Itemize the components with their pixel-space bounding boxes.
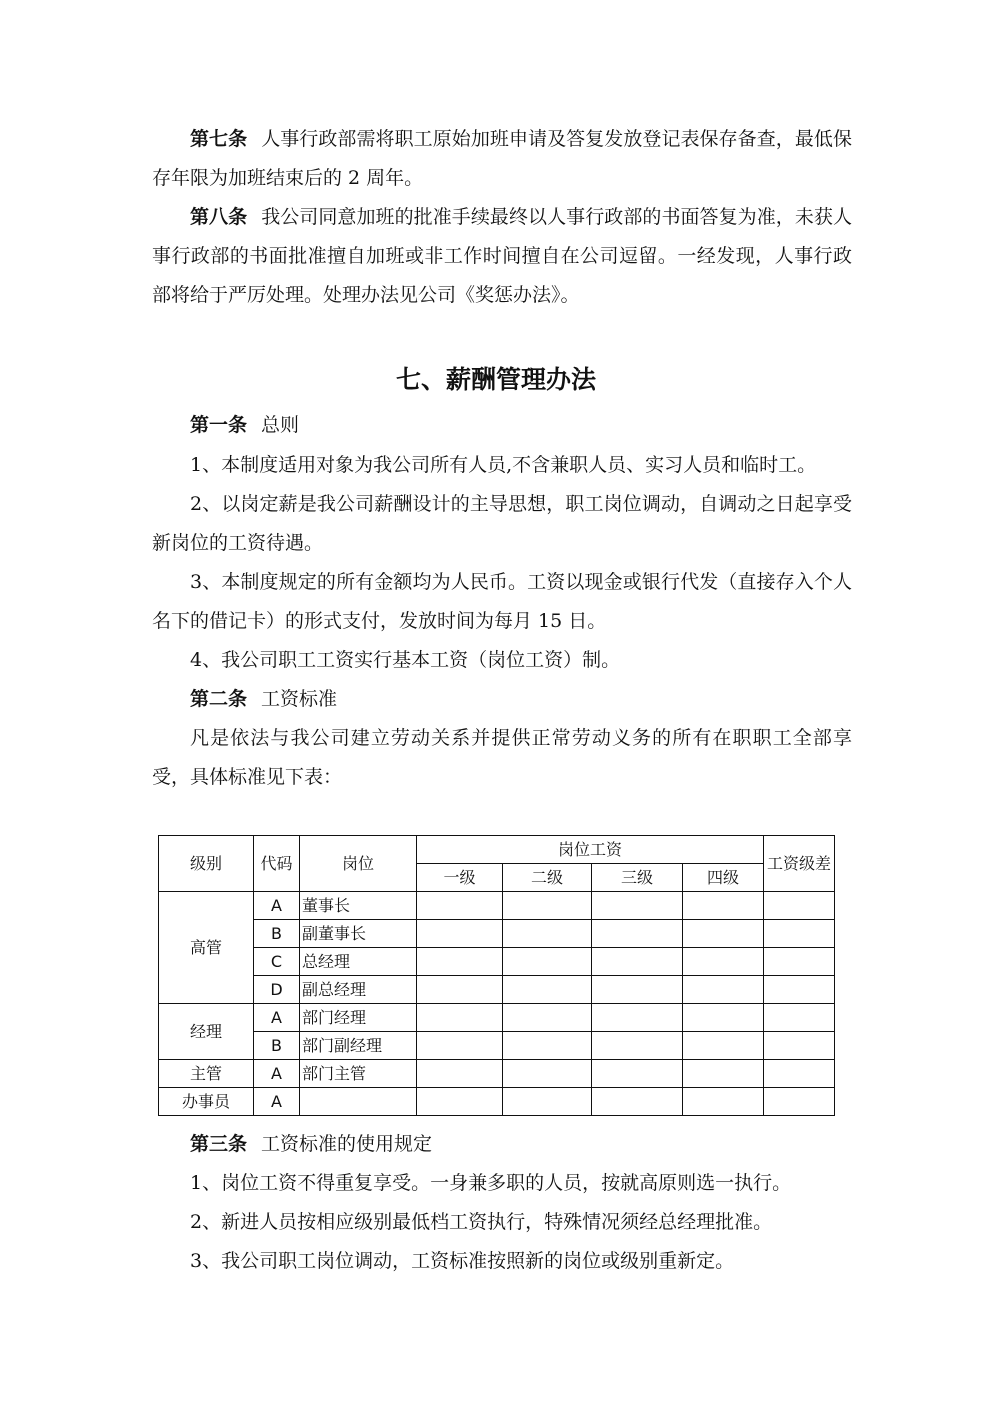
grade-salary-cell [683, 1060, 764, 1088]
s3-item-3: 3、我公司职工岗位调动，工资标准按照新的岗位或级别重新定。 [190, 1250, 735, 1272]
code-cell: B [254, 920, 300, 948]
table-row [159, 892, 835, 920]
s3-text: 工资标准的使用规定 [261, 1133, 433, 1155]
code-cell: A [254, 1004, 300, 1032]
level-cell: 办事员 [159, 1088, 254, 1116]
s1-label: 第一条 [190, 414, 248, 436]
grade-salary-cell [683, 948, 764, 976]
header-salary: 岗位工资 [417, 836, 764, 864]
position-cell: 董事长 [300, 892, 417, 920]
s1-item-1: 1、本制度适用对象为我公司所有人员,不含兼职人员、实习人员和临时工。 [190, 454, 817, 476]
position-cell [300, 1088, 417, 1116]
code-cell: D [254, 976, 300, 1004]
position-cell: 副董事长 [300, 920, 417, 948]
code-cell: A [254, 1060, 300, 1088]
s3-item-2: 2、新进人员按相应级别最低档工资执行，特殊情况须经总经理批准。 [190, 1211, 773, 1233]
grade-salary-cell [417, 948, 503, 976]
grade-salary-cell [592, 920, 683, 948]
article-7 [152, 120, 852, 198]
s1-heading [190, 406, 299, 445]
position-cell: 总经理 [300, 948, 417, 976]
position-cell: 部门副经理 [300, 1032, 417, 1060]
grade-salary-cell [592, 976, 683, 1004]
section-title: 七、薪酬管理办法 [395, 365, 596, 394]
grade-salary-cell [592, 1060, 683, 1088]
grade-salary-cell [592, 1004, 683, 1032]
header-code: 代码 [254, 836, 300, 892]
grade-salary-cell [683, 920, 764, 948]
article-7-text: 人事行政部需将职工原始加班申请及答复发放登记表保存备查，最低保存年限为加班结束后的 2 周年。 [152, 128, 852, 189]
grade-salary-cell [417, 1004, 503, 1032]
header-grade-1: 一级 [417, 864, 503, 892]
header-level: 级别 [159, 836, 254, 892]
s1-item-2: 2、以岗定薪是我公司薪酬设计的主导思想，职工岗位调动，自调动之日起享受新岗位的工资待遇。 [152, 493, 852, 554]
header-position: 岗位 [300, 836, 417, 892]
header-grade-4: 四级 [683, 864, 764, 892]
position-cell: 副总经理 [300, 976, 417, 1004]
table-row [159, 920, 835, 948]
grade-salary-cell [417, 920, 503, 948]
table-row [159, 1004, 835, 1032]
s2-heading [190, 680, 337, 719]
table-row [159, 1060, 835, 1088]
s2-label: 第二条 [190, 688, 248, 710]
grade-salary-cell [417, 1088, 503, 1116]
s3-heading [190, 1125, 432, 1164]
salary-diff-cell [764, 1088, 835, 1116]
s3-item-1: 1、岗位工资不得重复享受。一身兼多职的人员，按就高原则选一执行。 [190, 1172, 792, 1194]
grade-salary-cell [683, 1004, 764, 1032]
grade-salary-cell [683, 1032, 764, 1060]
salary-diff-cell [764, 892, 835, 920]
table-header-row [159, 836, 835, 864]
article-8-label: 第八条 [190, 206, 248, 228]
code-cell: A [254, 1088, 300, 1116]
table-row [159, 976, 835, 1004]
level-cell: 高管 [159, 892, 254, 1004]
grade-salary-cell [503, 1004, 592, 1032]
s1-item-3: 3、本制度规定的所有金额均为人民币。工资以现金或银行代发（直接存入个人名下的借记卡）的形式支付，发放时间为每月 15 日。 [152, 571, 852, 632]
article-7-label: 第七条 [190, 128, 248, 150]
grade-salary-cell [592, 892, 683, 920]
grade-salary-cell [417, 1032, 503, 1060]
level-cell: 主管 [159, 1060, 254, 1088]
grade-salary-cell [503, 920, 592, 948]
grade-salary-cell [592, 1088, 683, 1116]
grade-salary-cell [683, 976, 764, 1004]
salary-table [158, 835, 835, 1116]
header-grade-3: 三级 [592, 864, 683, 892]
header-grade-2: 二级 [503, 864, 592, 892]
grade-salary-cell [503, 892, 592, 920]
salary-diff-cell [764, 1004, 835, 1032]
salary-diff-cell [764, 948, 835, 976]
article-8-text: 我公司同意加班的批准手续最终以人事行政部的书面答复为准，未获人事行政部的书面批准擅自加班或非工作时间擅自在公司逗留。一经发现，人事行政部将给于严厉处理。处理办法见公司《奖惩办法》。 [152, 206, 852, 306]
grade-salary-cell [417, 892, 503, 920]
grade-salary-cell [417, 1060, 503, 1088]
table-row [159, 1032, 835, 1060]
grade-salary-cell [503, 1032, 592, 1060]
position-cell: 部门经理 [300, 1004, 417, 1032]
code-cell: C [254, 948, 300, 976]
salary-diff-cell [764, 920, 835, 948]
s1-text: 总则 [261, 414, 300, 436]
s1-item-4: 4、我公司职工工资实行基本工资（岗位工资）制。 [190, 649, 621, 671]
grade-salary-cell [592, 948, 683, 976]
grade-salary-cell [592, 1032, 683, 1060]
grade-salary-cell [683, 892, 764, 920]
s2-text: 工资标准 [261, 688, 338, 710]
article-8 [152, 198, 852, 315]
table-row [159, 1088, 835, 1116]
header-diff: 工资级差 [764, 836, 835, 892]
position-cell: 部门主管 [300, 1060, 417, 1088]
salary-diff-cell [764, 1060, 835, 1088]
code-cell: B [254, 1032, 300, 1060]
grade-salary-cell [503, 948, 592, 976]
grade-salary-cell [683, 1088, 764, 1116]
grade-salary-cell [417, 976, 503, 1004]
s3-label: 第三条 [190, 1133, 248, 1155]
level-cell: 经理 [159, 1004, 254, 1060]
salary-diff-cell [764, 976, 835, 1004]
table-row [159, 948, 835, 976]
code-cell: A [254, 892, 300, 920]
grade-salary-cell [503, 1060, 592, 1088]
s2-paragraph: 凡是依法与我公司建立劳动关系并提供正常劳动义务的所有在职职工全部享受，具体标准见下表： [152, 727, 852, 788]
salary-diff-cell [764, 1032, 835, 1060]
grade-salary-cell [503, 976, 592, 1004]
grade-salary-cell [503, 1088, 592, 1116]
